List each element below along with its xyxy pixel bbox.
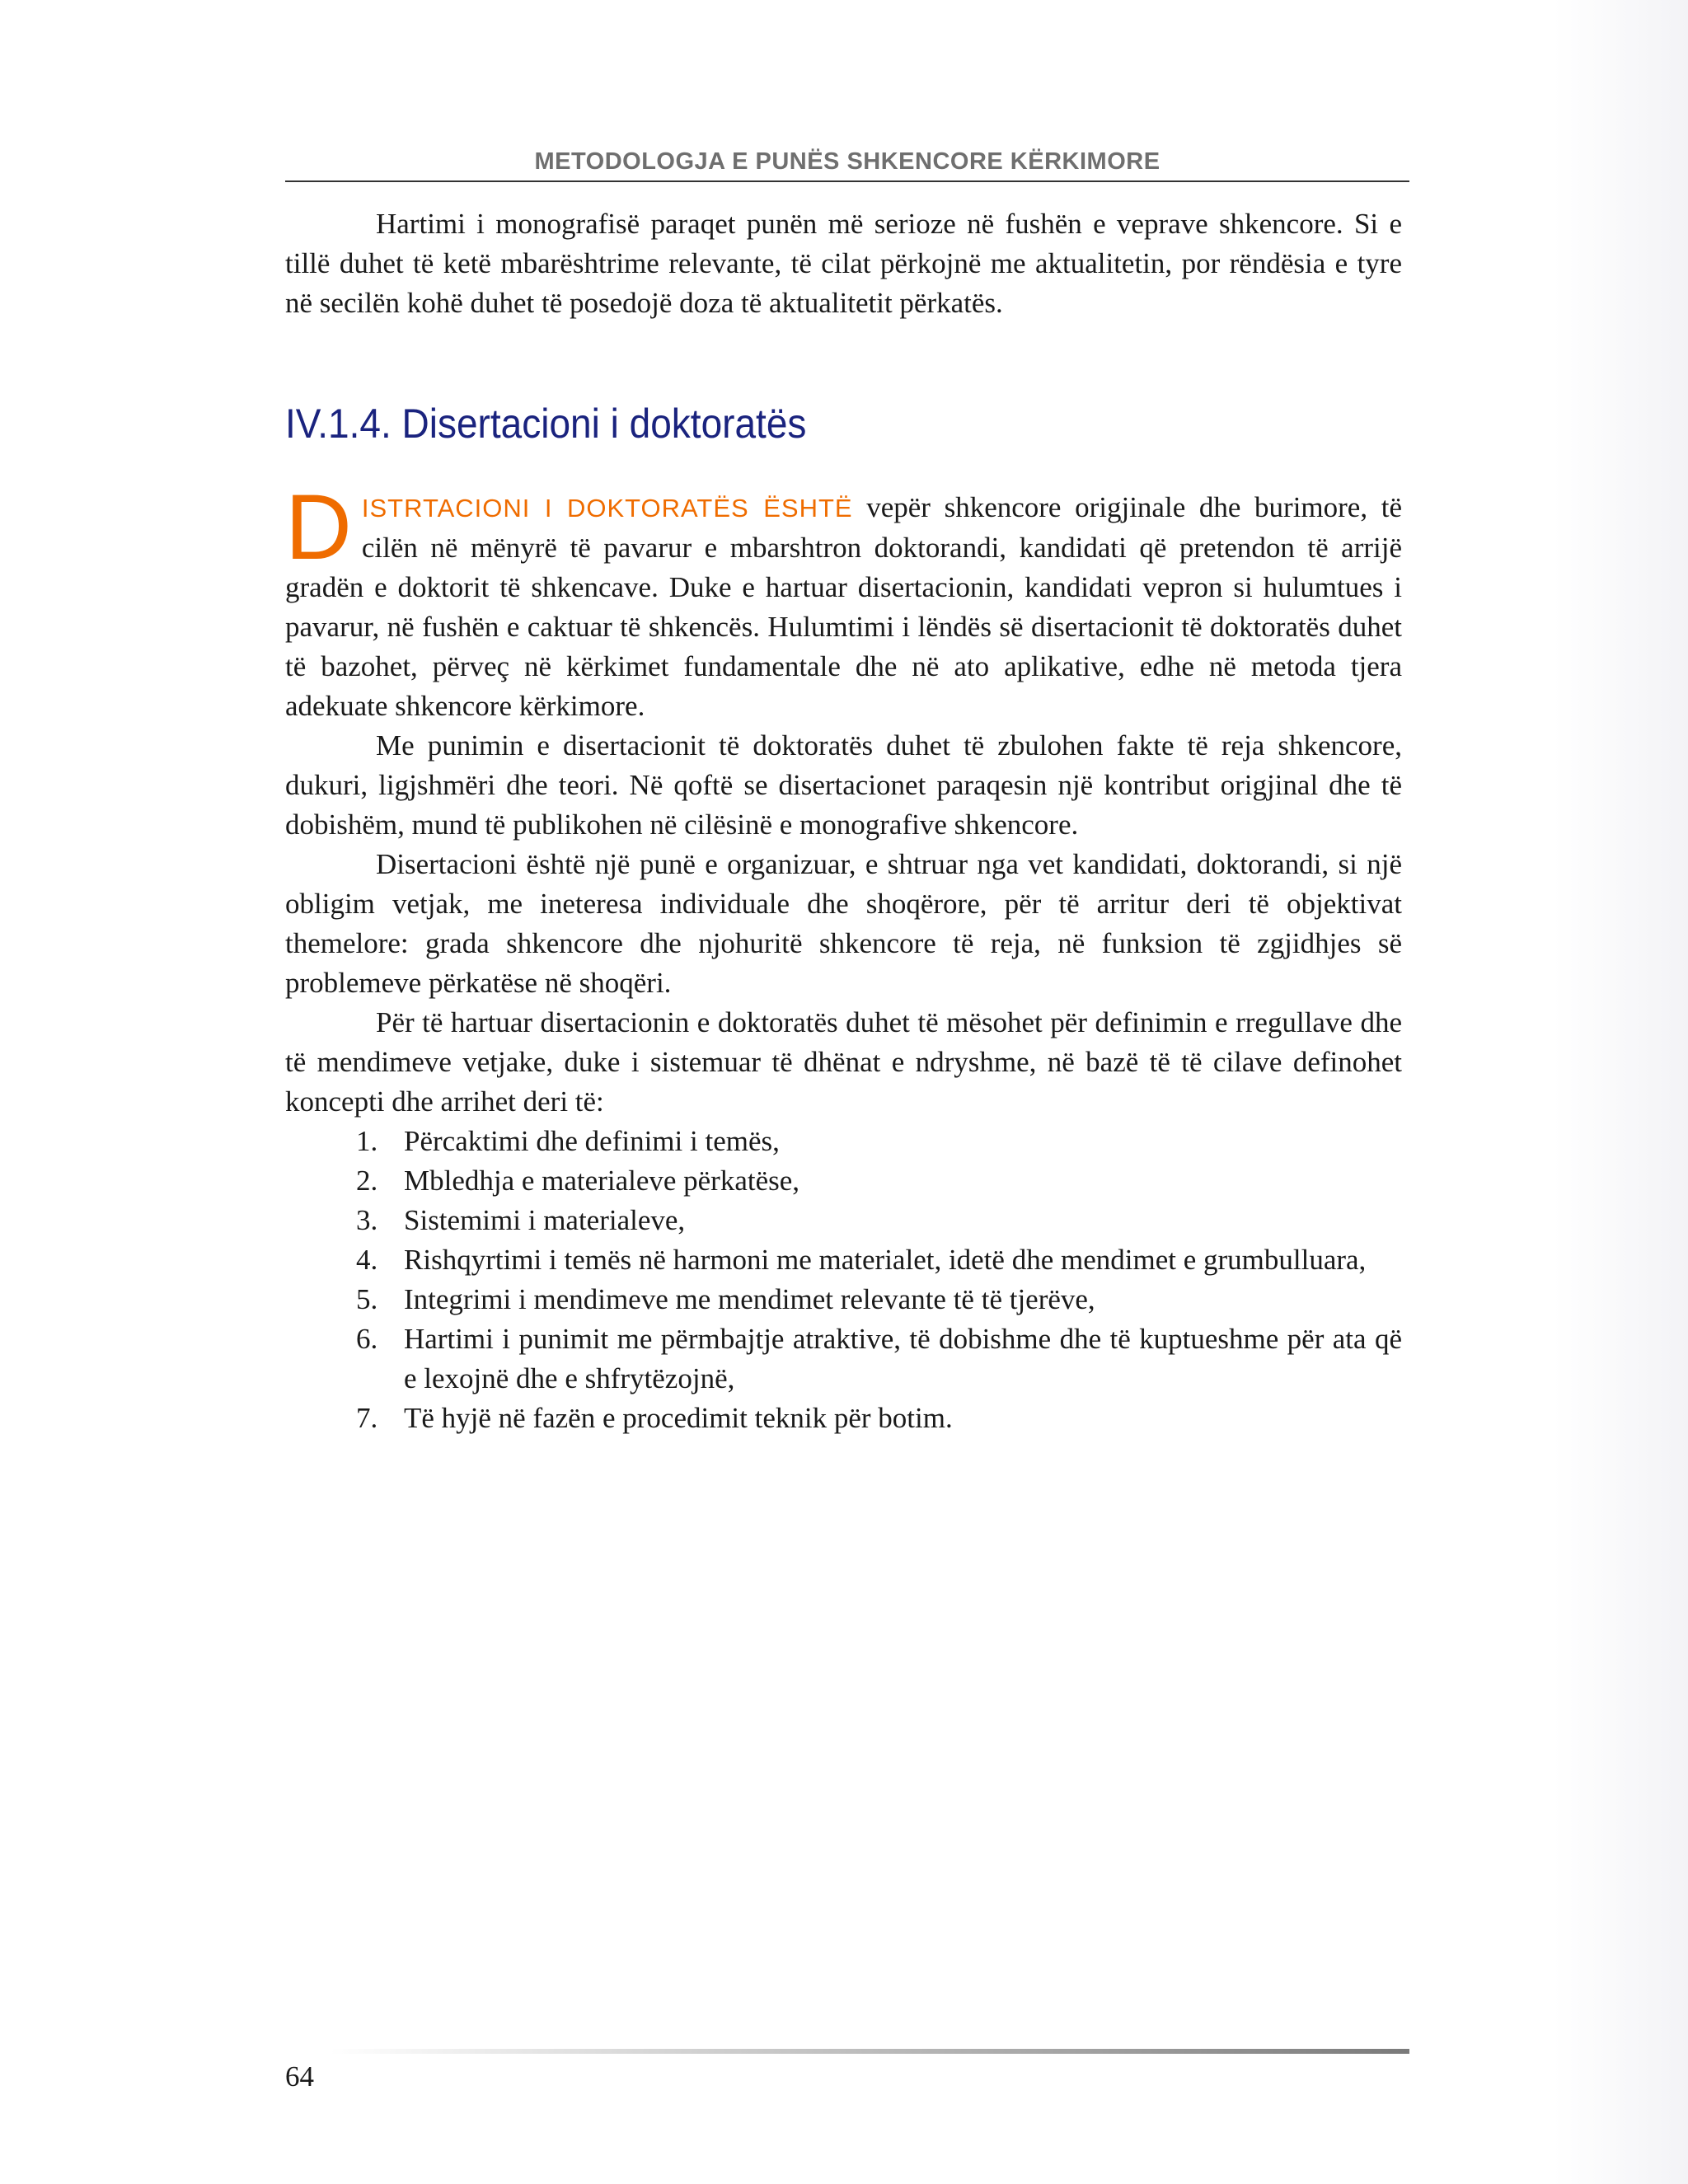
list-item-text: Integrimi i mendimeve me mendimet relevante të të tjerëve, bbox=[404, 1283, 1095, 1315]
list-item-text: Mbledhja e materialeve përkatëse, bbox=[404, 1165, 800, 1197]
list-item-number: 6. bbox=[356, 1323, 378, 1355]
paragraph-4: Për të hartuar disertacionin e doktoratës duhet të mësohet për definimin e rregullave dhe të mendimeve vetjake, duke i sistemuar të dhënat e ndryshme, në bazë të të cilave definohet koncepti dhe arrihet deri të: bbox=[285, 1006, 1402, 1118]
list-item-number: 4. bbox=[356, 1244, 378, 1276]
list-item-text: Hartimi i punimit me përmbajtje atraktive, të dobishme dhe të kuptueshme për ata që e lexojnë dhe e shfrytëzojnë, bbox=[404, 1323, 1402, 1394]
first-paragraph bbox=[285, 476, 1402, 726]
list-item bbox=[285, 1201, 1402, 1240]
steps-list bbox=[285, 1122, 1402, 1438]
footer-rule bbox=[330, 2049, 1409, 2054]
list-item-number: 2. bbox=[356, 1165, 378, 1197]
page-number: 64 bbox=[285, 2060, 314, 2093]
list-item-text: Të hyjë në fazën e procedimit teknik për botim. bbox=[404, 1402, 953, 1434]
paragraph-3: Disertacioni është një punë e organizuar, e shtruar nga vet kandidati, doktorandi, si një obligim vetjak, me ineteresa individuale dhe shoqërore, për të arritur deri të objektivat themelore: grada shkencore dhe njohuritë shkencore të reja, në funksion të zgjidhjes së problemeve përkatëse në shoqëri. bbox=[285, 848, 1402, 999]
lead-caps: ISTRTACIONI I DOKTORATËS ËSHTË bbox=[361, 494, 853, 523]
list-item-number: 1. bbox=[356, 1125, 378, 1157]
first-paragraph-text: vepër shkencore origjinale dhe burimore, të cilën në mënyrë të pavarur e mbarshtron doktorandi, kandidati që pretendon të arrijë gradën e doktorit të shkencave. Duke e hartuar disertacionin, kandidati vepron si hulumtues i pavarur, në fushën e caktuar të shkencës. Hulumtimi i lëndës së disertacionit të doktoratës duhet të bazohet, përveç në kërkimet fundamentale dhe në ato aplikative, edhe në metoda tjera adekuate shkencore kërkimore. bbox=[285, 491, 1402, 722]
page-body bbox=[285, 204, 1402, 1438]
intro-paragraph: Hartimi i monografisë paraqet punën më serioze në fushën e veprave shkencore. Si e tillë duhet të ketë mbarështrime relevante, të cilat përkojnë me aktualitetin, por rëndësia e tyre në secilën kohë duhet të posedojë doza të aktualitetit përkatës. bbox=[285, 208, 1402, 319]
list-item-text: Përcaktimi dhe definimi i temës, bbox=[404, 1125, 780, 1157]
header-rule bbox=[285, 180, 1409, 182]
list-item-text: Sistemimi i materialeve, bbox=[404, 1204, 686, 1236]
list-item-number: 7. bbox=[356, 1402, 378, 1434]
paragraph-2: Me punimin e disertacionit të doktoratës duhet të zbulohen fakte të reja shkencore, dukuri, ligjshmëri dhe teori. Në qoftë se disertacionet paraqesin një kontribut origjinal dhe të dobishëm, mund të publikohen në cilësinë e monografive shkencore. bbox=[285, 729, 1402, 841]
list-item bbox=[285, 1280, 1402, 1319]
section-heading: IV.1.4. Disertacioni i doktoratës bbox=[285, 401, 807, 447]
list-item bbox=[285, 1399, 1402, 1438]
running-header: METODOLOGJA E PUNËS SHKENCORE KËRKIMORE bbox=[534, 148, 1160, 175]
list-item bbox=[285, 1161, 1402, 1201]
drop-cap: D bbox=[285, 476, 352, 579]
list-item bbox=[285, 1319, 1402, 1399]
list-item bbox=[285, 1240, 1402, 1280]
list-item-text: Rishqyrtimi i temës në harmoni me materialet, idetë dhe mendimet e grumbulluara, bbox=[404, 1244, 1367, 1276]
list-item bbox=[285, 1122, 1402, 1161]
list-item-number: 5. bbox=[356, 1283, 378, 1315]
list-item-number: 3. bbox=[356, 1204, 378, 1236]
